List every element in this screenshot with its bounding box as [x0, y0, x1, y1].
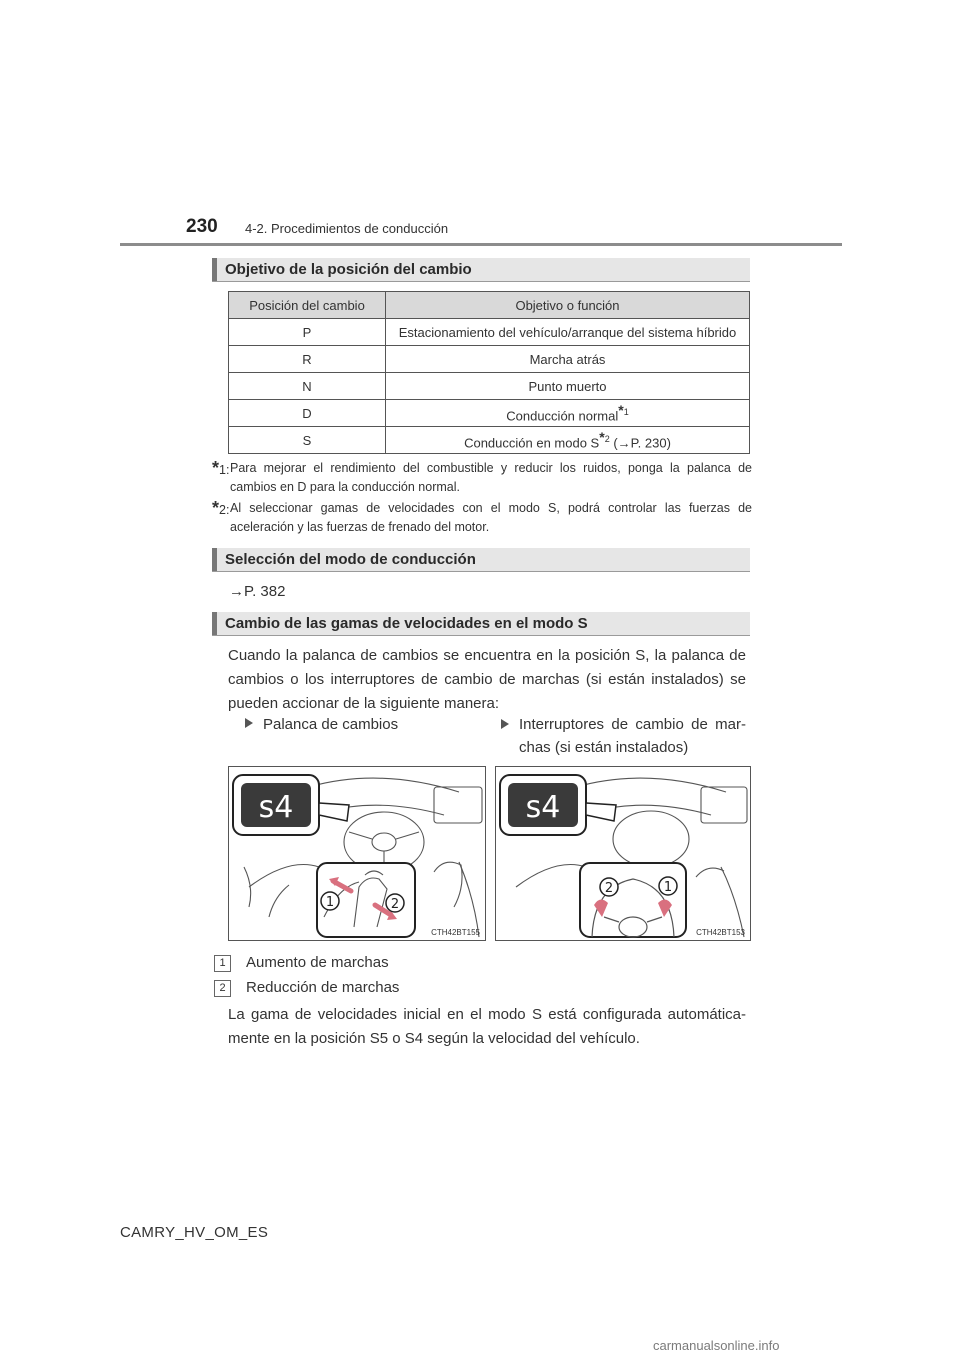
- bullet-text: Palanca de cambios: [263, 716, 399, 733]
- figure-shift-lever: [228, 766, 486, 941]
- footnote-mark: *2:: [212, 498, 230, 518]
- function-text: Estacionamiento del vehículo/arranque del sistema híbrido: [398, 324, 737, 340]
- footnote-mark: *1:: [212, 458, 230, 478]
- legend-item-upshift: [214, 954, 389, 972]
- closing-paragraph: La gama de velocidades inicial en el modo S está configurada automática-mente en la posición S5 o S4 según la velocidad del vehículo.: [228, 1006, 746, 1047]
- table-row: [229, 319, 750, 346]
- callout-2: 2: [604, 881, 614, 896]
- dashboard-illustration: [229, 767, 485, 940]
- function-text: Punto muerto: [528, 378, 607, 394]
- table-cell-position: P: [229, 319, 386, 346]
- bullet-paddle-switches: [501, 713, 746, 759]
- dashboard-illustration: [496, 767, 750, 940]
- function-text: Conducción normal: [506, 408, 619, 424]
- table-cell-function: [386, 373, 750, 400]
- section-title: Cambio de las gamas de velocidades en el modo S: [225, 615, 588, 632]
- table-row: [229, 346, 750, 373]
- footnote-marker: *2: [599, 429, 610, 446]
- section-title: Objetivo de la posición del cambio: [225, 261, 472, 278]
- legend-label: Aumento de marchas: [246, 954, 389, 971]
- table-cell-position: D: [229, 400, 386, 427]
- section-title: Selección del modo de conducción: [225, 551, 476, 568]
- s-mode-paragraph: Cuando la palanca de cambios se encuentra en la posición S, la palanca de cambios o los interruptores de cambio de marchas (si están instalados) se pueden accionar de la siguiente manera:: [228, 647, 746, 712]
- page-number: 230: [186, 216, 218, 237]
- section-bar: [212, 258, 217, 281]
- table-row: [229, 400, 750, 427]
- header-rule: [120, 243, 842, 246]
- legend-item-downshift: [214, 979, 399, 997]
- shift-position-table: [228, 291, 750, 454]
- footnote-2: [212, 499, 752, 537]
- legend-label: Reducción de marchas: [246, 979, 400, 996]
- footnote-text: Al seleccionar gamas de velocidades con el modo S, podrá controlar las fuerzas de aceleración y las fuerzas de frenado del motor.: [230, 501, 752, 534]
- watermark: carmanualsonline.info: [653, 1338, 780, 1353]
- triangle-bullet-icon: [501, 719, 509, 729]
- function-text: Conducción en modo S: [464, 435, 600, 451]
- footnote-text: Para mejorar el rendimiento del combustible y reducir los ruidos, ponga la palanca de cambios en D para la conducción normal.: [230, 461, 752, 494]
- footnote-1: [212, 459, 752, 497]
- table-header-row: [229, 292, 750, 319]
- section-header-drive-mode: [212, 548, 750, 572]
- table-cell-position: R: [229, 346, 386, 373]
- section-bar: [212, 548, 217, 571]
- bullet-shift-lever: [245, 713, 475, 736]
- section-header-shift-position: [212, 258, 750, 282]
- callout-1: 1: [325, 895, 335, 910]
- table-cell-function: [386, 400, 750, 427]
- figure-paddle-switches: [495, 766, 751, 941]
- footnote-marker: *1: [618, 402, 629, 419]
- column-header: Objetivo o función: [386, 292, 750, 319]
- table-cell-position: N: [229, 373, 386, 400]
- display-readout: s4: [525, 790, 561, 825]
- table-row: [229, 427, 750, 454]
- column-header: Posición del cambio: [229, 292, 386, 319]
- chapter-title: 4-2. Procedimientos de conducción: [245, 221, 449, 236]
- legend-number: 2: [214, 980, 231, 997]
- callout-1: 1: [663, 880, 673, 895]
- table-cell-function: [386, 427, 750, 454]
- table-cell-function: [386, 346, 750, 373]
- section-bar: [212, 612, 217, 635]
- page-reference: (→P. 230): [613, 435, 671, 451]
- table-row: [229, 373, 750, 400]
- legend-number: 1: [214, 955, 231, 972]
- table-cell-position: S: [229, 427, 386, 454]
- document-code: CAMRY_HV_OM_ES: [120, 1224, 269, 1241]
- table-cell-function: [386, 319, 750, 346]
- page-reference: →P. 382: [229, 583, 286, 600]
- display-readout: s4: [258, 790, 294, 825]
- figure-code: CTH42BT153: [696, 928, 745, 937]
- callout-2: 2: [390, 897, 400, 912]
- bullet-text: Interruptores de cambio de mar-chas (si están instalados): [519, 716, 746, 756]
- function-text: Marcha atrás: [529, 351, 606, 367]
- triangle-bullet-icon: [245, 718, 253, 728]
- figure-code: CTH42BT155: [431, 928, 480, 937]
- section-header-s-mode: [212, 612, 750, 636]
